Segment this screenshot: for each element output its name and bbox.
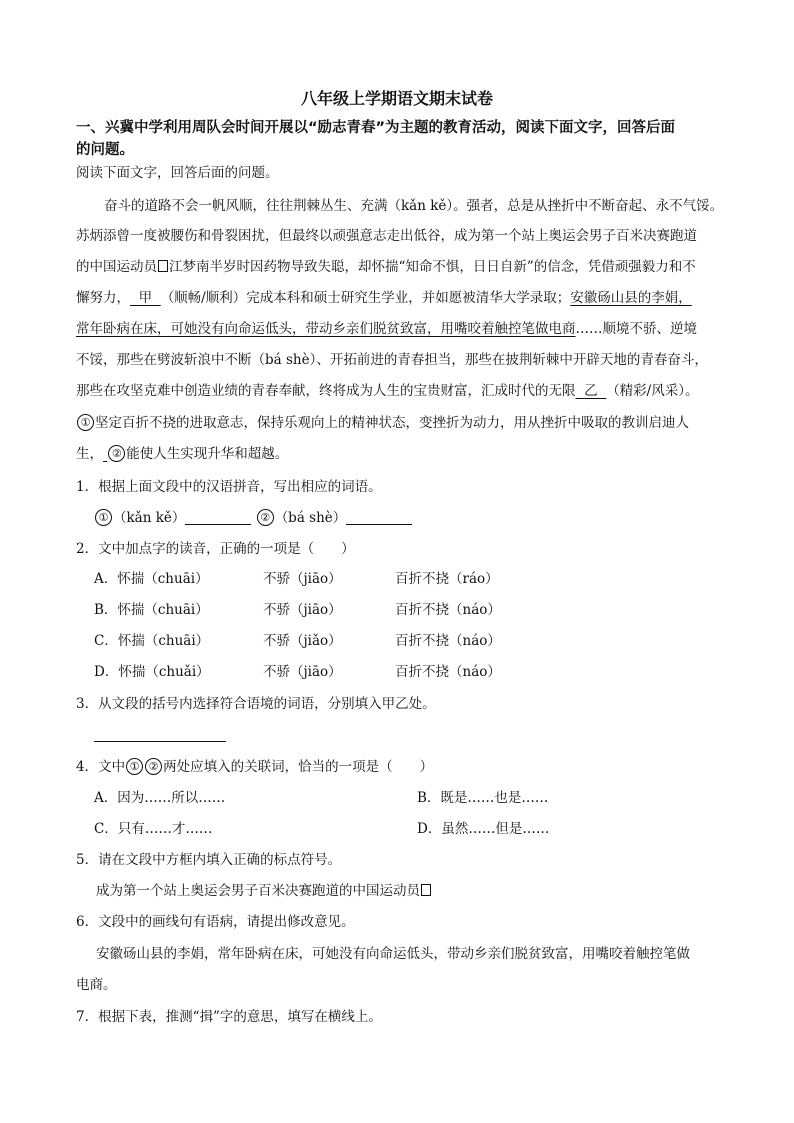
passage-text: ……顺境不骄、逆境 (575, 321, 697, 337)
passage-text: 的中国运动员 (76, 259, 157, 275)
blank-yi[interactable]: 乙 (584, 383, 598, 399)
passage-text: 能使人生实现升华和超越。 (126, 446, 289, 462)
question-1-answers (94, 508, 412, 528)
passage-text: 江梦南半岁时因药物导致失聪，却怀揣“知命不惧，日日自新”的信念，凭借顽强毅力和不 (169, 259, 696, 275)
q2-option-b-part: 百折不挠（náo） (395, 602, 501, 618)
question-6-quote-line-2: 电商。 (76, 977, 117, 993)
marker-2: ② (145, 758, 162, 775)
section-heading (76, 117, 756, 161)
q4-option-d[interactable]: D．虽然……但是…… (417, 821, 550, 837)
passage-text: （精彩/风采）。 (606, 383, 699, 399)
passage-line-1: 奋斗的道路不会一帆风顺，往往荆棘丛生、充满（kǎn kě）。强者，总是从挫折中不断奋起、永不气馁。 (104, 198, 724, 214)
passage-text: 懈努力， (76, 290, 130, 306)
passage-line-5 (76, 319, 697, 339)
question-3: 3．从文段的括号内选择符合语境的词语，分别填入甲乙处。 (76, 696, 436, 712)
q2-option-d-part: 不骄（jiāo） (263, 664, 342, 680)
q2-option-a-part: 不骄（jiāo） (263, 571, 342, 587)
q2-option-a[interactable]: A．怀揣（chuāi） (94, 571, 209, 587)
q2-option-d-part: 百折不挠（náo） (395, 664, 501, 680)
quote-text: 成为第一个站上奥运会男子百米决赛跑道的中国运动员 (96, 883, 420, 899)
q2-option-c-part: 百折不挠（náo） (395, 633, 501, 649)
passage-line-2: 苏炳添曾一度被腰伤和骨裂困扰，但最终以顽强意志走出低谷，成为第一个站上奥运会男子百米决赛跑道 (76, 228, 697, 244)
q2-option-a-part: 百折不挠（ráo） (395, 571, 499, 587)
pinyin-2: （bá shè） (274, 510, 347, 526)
section-intro: 阅读下面文字，回答后面的问题。 (76, 165, 279, 181)
underlined-sentence: 常年卧病在床，可她没有向命运低头，带动乡亲们脱贫致富，用嘴咬着触控笔做电商 (76, 321, 576, 337)
passage-text: （顺畅/顺利）完成本科和硕士研究生学业，并如愿被清华大学录取； (160, 290, 571, 306)
q4-option-b[interactable]: B．既是……也是…… (417, 790, 549, 806)
passage-line-7 (76, 381, 699, 401)
q2-option-b[interactable]: B．怀揣（chuāi） (94, 602, 209, 618)
question-6-quote-line-1: 安徽砀山县的李娟，常年卧病在床，可她没有向命运低头，带动乡亲们脱贫致富，用嘴咬着触控笔做 (96, 946, 690, 962)
question-4-text: 两处应填入的关联词，恰当的一项是（ ） (163, 759, 434, 775)
passage-text: 那些在攻坚克难中创造业绩的青春奉献，终将成为人生的宝贵财富，汇成时代的无限 (76, 383, 576, 399)
underlined-sentence: 安徽砀山县的李娟， (570, 290, 692, 306)
question-6: 6．文段中的画线句有语病，请提出修改意见。 (76, 914, 355, 930)
passage-text: 生， (76, 446, 103, 462)
question-4-text: 4．文中 (76, 759, 126, 775)
q4-option-a[interactable]: A．因为……所以…… (94, 790, 226, 806)
section-heading-line-1: 一、兴冀中学利用周队会时间开展以“励志青春”为主题的教育活动，阅读下面文字，回答后面 (76, 120, 676, 136)
section-heading-line-2: 的问题。 (76, 142, 134, 158)
answer-blank-2[interactable] (346, 510, 412, 525)
q2-option-b-part: 不骄（jiāo） (263, 602, 342, 618)
question-5: 5．请在文段中方框内填入正确的标点符号。 (76, 852, 342, 868)
q2-option-c-part: 不骄（jiǎo） (263, 633, 342, 649)
marker-1: ① (126, 758, 143, 775)
passage-line-3 (76, 257, 696, 277)
passage-line-6: 不馁，那些在劈波斩浪中不断（bá shè）、开拓前进的青春担当，那些在披荆斩棘中开辟天地的青春奋斗， (76, 352, 708, 368)
question-2: 2．文中加点字的读音，正确的一项是（ ） (76, 541, 355, 557)
q3-answer-blank[interactable] (94, 727, 226, 742)
question-1: 1．根据上面文段中的汉语拼音，写出相应的词语。 (76, 479, 382, 495)
blank-jia[interactable]: 甲 (138, 290, 153, 306)
marker-2: ② (257, 509, 274, 526)
marker-2-blank[interactable] (103, 446, 126, 462)
marker-1[interactable]: ① (77, 414, 94, 431)
passage-line-4 (76, 288, 692, 308)
marker-1: ① (95, 509, 112, 526)
question-7: 7．根据下表，推测“揖”字的意思，填写在横线上。 (76, 1009, 382, 1025)
question-4 (76, 757, 433, 777)
passage-line-8 (76, 413, 689, 433)
punctuation-box[interactable] (421, 884, 431, 896)
passage-line-9 (76, 444, 288, 464)
question-5-quote (96, 881, 432, 901)
punctuation-box[interactable] (158, 260, 168, 272)
pinyin-1: （kǎn kě） (113, 510, 186, 526)
q2-option-c[interactable]: C．怀揣（chuāi） (94, 633, 210, 649)
answer-blank-1[interactable] (185, 510, 251, 525)
marker-2: ② (108, 445, 125, 462)
page-title: 八年级上学期语文期末试卷 (300, 89, 493, 108)
passage-text: 坚定百折不挠的进取意志，保持乐观向上的精神状态，变挫折为动力，用从挫折中吸取的教训启迪人 (95, 415, 689, 431)
q2-option-d[interactable]: D．怀揣（chuǎi） (94, 664, 210, 680)
q4-option-c[interactable]: C．只有……才…… (94, 821, 213, 837)
